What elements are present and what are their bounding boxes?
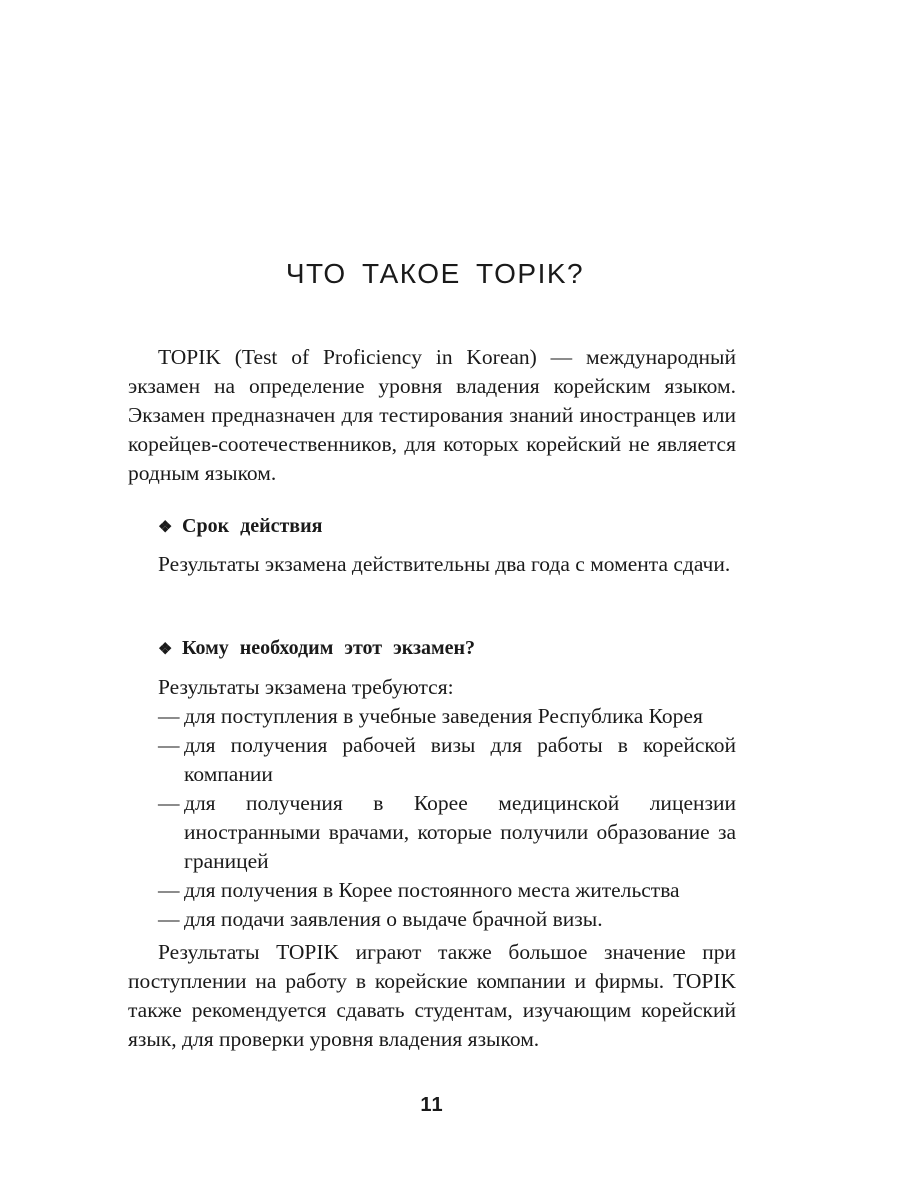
list-item-text: для получения в Корее постоянного места жительства: [184, 878, 680, 902]
list-item: [158, 789, 736, 876]
dash-marker: —: [158, 733, 180, 757]
list-item: [158, 702, 736, 731]
dash-marker: —: [158, 878, 180, 902]
list-item: [158, 731, 736, 789]
page-title: ЧТО ТАКОЕ TOPIK?: [285, 258, 585, 289]
list-item: [158, 905, 736, 934]
section-heading-who-needs: [158, 634, 738, 664]
section-heading-validity: [158, 512, 738, 542]
dash-marker: —: [158, 791, 180, 815]
section-heading-text: Срок действия: [182, 515, 323, 537]
list-item-text: для получения рабочей визы для работы в корейской компании: [184, 733, 736, 786]
dash-marker: —: [158, 907, 180, 931]
diamond-bullet-icon: ❖: [158, 519, 173, 536]
dash-marker: —: [158, 704, 180, 728]
list-item: [158, 876, 736, 905]
outro-paragraph: Результаты TOPIK играют также большое значение при поступлении на работу в корейские компании и фирмы. TOPIK также рекомендуется сдавать студентам, изучающим корейский язык, для проверки уровня владения языком.: [128, 940, 736, 1051]
list-item-text: для получения в Корее медицинской лицензии иностранными врачами, которые получили образование за границей: [184, 791, 736, 873]
who-needs-intro: Результаты экзамена требуются:: [158, 675, 454, 699]
list-item-text: для поступления в учебные заведения Республика Корея: [184, 704, 703, 728]
list-item-text: для подачи заявления о выдаче брачной визы.: [184, 907, 603, 931]
page-number: 11: [420, 1094, 444, 1116]
validity-paragraph: Результаты экзамена действительны два года с момента сдачи.: [158, 552, 731, 576]
section-heading-text: Кому необходим этот экзамен?: [182, 637, 476, 659]
diamond-bullet-icon: ❖: [158, 641, 173, 658]
intro-paragraph: TOPIK (Test of Proficiency in Korean) — международный экзамен на определение уровня владения корейским языком. Экзамен предназначен для тестирования знаний иностранцев или корейцев-соотечественников, для которых корейский не является родным языком.: [128, 345, 736, 485]
requirements-list: [158, 702, 736, 934]
